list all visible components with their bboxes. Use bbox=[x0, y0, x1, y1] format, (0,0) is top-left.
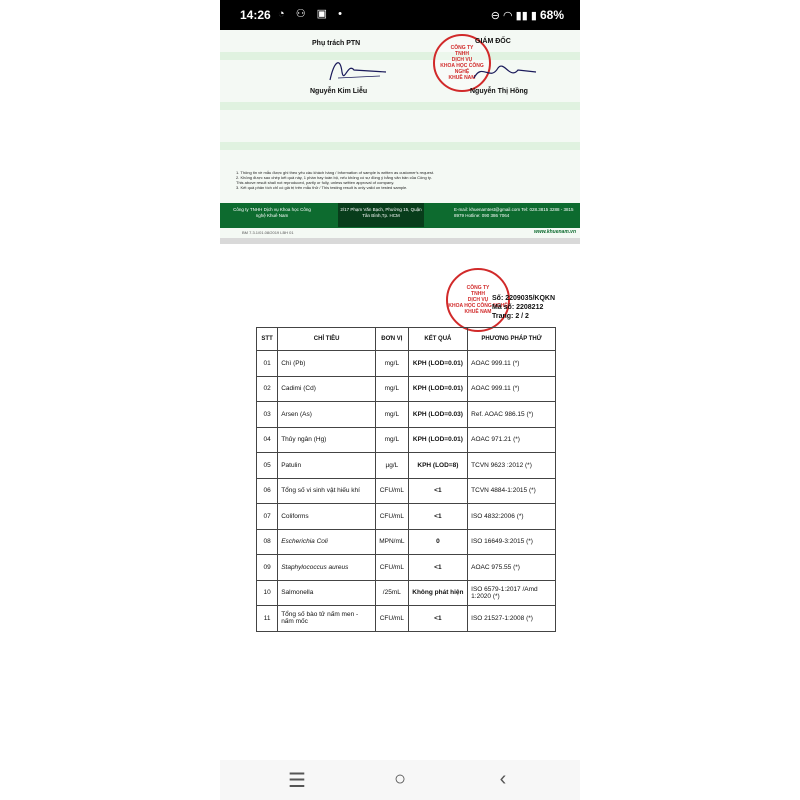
table-row: 03 Arsen (As) mg/L KPH (LOD=0.03) Ref. AOAC 986.15 (*) bbox=[257, 402, 556, 428]
table-row: 10 Salmonella /25mL Không phát hiện ISO 6579-1:2017 /Amd 1:2020 (*) bbox=[257, 580, 556, 606]
recent-apps-icon[interactable]: ☰ bbox=[288, 770, 306, 792]
notification-icons bbox=[278, 7, 346, 20]
table-row: 02 Cadimi (Cd) mg/L KPH (LOD=0.01) AOAC 999.11 (*) bbox=[257, 376, 556, 402]
home-icon[interactable]: ○ bbox=[393, 768, 407, 790]
table-row: 09 Staphylococcus aureus CFU/mL <1 AOAC 975.55 (*) bbox=[257, 555, 556, 581]
footer-contact: E-mail: khuenamtest@gmail.com Tel: 028.3815 3288 - 3815 8979 Hotline: 090 386 7064 bbox=[454, 207, 574, 218]
director-title: GIÁM ĐỐC bbox=[475, 38, 511, 45]
back-icon[interactable]: ‹ bbox=[499, 768, 507, 790]
table-row: 01 Chì (Pb) mg/L KPH (LOD=0.01) AOAC 999.11 (*) bbox=[257, 351, 556, 377]
signal-icon: ▮▮ bbox=[515, 10, 528, 22]
director-name: Nguyễn Thị Hồng bbox=[470, 88, 528, 95]
footer-address: 2/17 Phạm Văn Bạch, Phường 15, Quận Tân Bình,Tp. HCM bbox=[338, 203, 424, 227]
header-result: KẾT QUẢ bbox=[408, 328, 468, 351]
table-row: 11 Tổng số bào tử nấm men - nấm mốc CFU/mL <1 ISO 21527-1:2008 (*) bbox=[257, 606, 556, 632]
company-stamp: CÔNG TY TNHH DỊCH VỤ KHOA HỌC CÔNG NGHỆ KHUÊ NAM bbox=[433, 34, 491, 92]
battery-level: 68% bbox=[539, 8, 564, 22]
lab-head-title: Phụ trách PTN bbox=[312, 40, 361, 47]
phone-screen bbox=[220, 0, 580, 800]
messenger-icon: ◔ bbox=[278, 8, 289, 20]
report-number: Số: 2209035/KQKN Mã số: 2208212 Trang: 2 / 2 bbox=[492, 295, 556, 320]
navigation-bar bbox=[220, 760, 580, 800]
background-stripe bbox=[220, 142, 580, 150]
zalo-icon: ▣ bbox=[316, 8, 332, 20]
table-row: 08 Escherichia Coli MPN/mL 0 ISO 16649-3:2015 (*) bbox=[257, 529, 556, 555]
header-method: PHƯƠNG PHÁP THỬ bbox=[468, 328, 556, 351]
document-page-1[interactable] bbox=[220, 30, 580, 238]
header-unit: ĐƠN VỊ bbox=[376, 328, 409, 351]
table-row: 06 Tổng số vi sinh vật hiếu khí CFU/mL <1 TCVN 4884-1:2015 (*) bbox=[257, 478, 556, 504]
signature-left bbox=[320, 52, 390, 88]
footer-website-bar bbox=[220, 227, 580, 238]
table-row: 05 Patulin µg/L KPH (LOD=8) TCVN 9623 :2012 (*) bbox=[257, 453, 556, 479]
footer-company: Công ty TNHH Dịch vụ Khoa học Công nghệ Khuê Nam bbox=[233, 207, 311, 218]
website-link[interactable]: www.khuenam.vn bbox=[533, 229, 576, 235]
table-row: 07 Coliforms CFU/mL <1 ISO 4832:2006 (*) bbox=[257, 504, 556, 530]
person-icon: ⚇ bbox=[295, 8, 310, 20]
lab-head-name: Nguyễn Kim Liễu bbox=[310, 88, 368, 95]
form-code: BM 7.3.1/01.08/2019 LBH 01 bbox=[242, 230, 294, 235]
background-stripe bbox=[220, 102, 580, 110]
table-header-row bbox=[257, 328, 556, 351]
header-indicator: CHỈ TIÊU bbox=[278, 328, 376, 351]
status-time: 14:26 bbox=[240, 8, 271, 22]
status-bar bbox=[220, 0, 580, 30]
dot-icon: • bbox=[338, 8, 346, 20]
status-right bbox=[491, 8, 564, 22]
footer-band bbox=[220, 203, 580, 227]
table-row: 04 Thủy ngân (Hg) mg/L KPH (LOD=0.01) AOAC 971.21 (*) bbox=[257, 427, 556, 453]
battery-icon: ▮ bbox=[530, 10, 537, 22]
header-stt: STT bbox=[257, 328, 278, 351]
company-stamp: CÔNG TY TNHH DỊCH VỤ KHOA HỌC CÔNG NGHỆ KHUÊ NAM bbox=[446, 268, 510, 332]
results-table bbox=[256, 327, 556, 632]
wifi-icon: ◠ bbox=[503, 10, 513, 22]
footnotes: 1. Thông tin về mẫu được ghi theo yêu cầu khách hàng / Information of sample is written as customer's request. 2. Không được sao chép kết quả này, 1 phần hay toàn bộ, nếu không có sự đồng ý bằng văn bản của Công ty. This above result shall not reproduced, partly or fully, unless written approval of company. 3. Kết quả phân tích chỉ có giá trị trên mẫu thử / This testing result is only valid on tested sample. bbox=[236, 170, 435, 190]
alarm-icon: ⊖ bbox=[490, 10, 500, 22]
document-page-2[interactable] bbox=[220, 238, 580, 766]
signature-right bbox=[470, 58, 540, 88]
